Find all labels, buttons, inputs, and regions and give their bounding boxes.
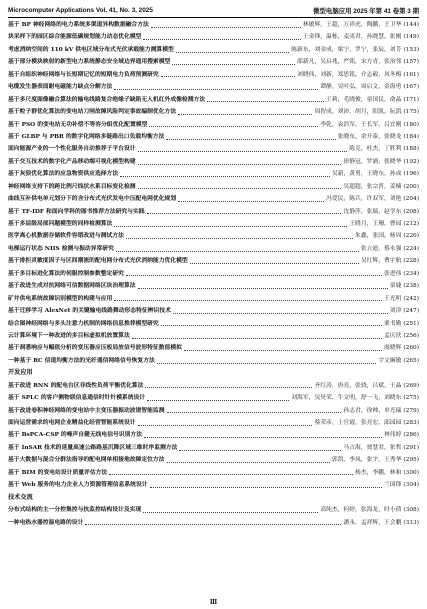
article-page-number: (295) [403, 457, 419, 464]
article-authors: 刘晓伟，刘新，郑思铭，介志毅，风冬梅 [297, 71, 402, 78]
article-title: 云计算环境下一种改进的多目标虚拟机放置算法 [8, 332, 130, 339]
dot-leader [173, 313, 388, 314]
article-authors: 陈竞，杜杰，丁胜利 [349, 146, 402, 153]
toc-entry[interactable] [8, 193, 419, 205]
dot-leader [176, 52, 289, 53]
dot-leader [138, 151, 348, 152]
dot-leader [116, 251, 359, 252]
article-title: 考虑消纳空间的 110 kV 供电区域分布式光伏承载能力测算模型 [8, 46, 174, 53]
section-heading: 开发应用 [8, 369, 33, 377]
toc-entry[interactable] [8, 355, 419, 367]
article-page-number: (204) [403, 196, 419, 203]
dot-leader [147, 213, 342, 214]
dot-leader [167, 412, 342, 413]
article-title: 结合图神经网络与多头注意力机制的网络信息推荐模型研究 [8, 320, 159, 327]
article-page-number: (196) [403, 171, 419, 178]
article-title: 基于改进生成对抗网络可信数据网络区块治理算法 [8, 283, 136, 290]
article-page-number: (260) [403, 345, 419, 352]
article-title: 曲线互补供电单元划分下的含分布式光伏发电中压配电网优化规划 [8, 196, 177, 203]
table-of-contents [8, 19, 419, 529]
article-title: 医学离心机数据存储软件容错改进与测试方法 [8, 233, 124, 240]
toc-entry[interactable] [8, 69, 419, 81]
article-page-number: (180) [403, 121, 419, 128]
article-title: 基于迁移学习 AlexNet 的关键输电线路舞动形态特征辨识技术 [8, 308, 171, 315]
article-title: 分布式结构的主一分控集控与抗监控结构设计及实现 [8, 507, 142, 514]
toc-entry[interactable] [8, 19, 419, 31]
dot-leader [145, 387, 312, 388]
article-authors: 张立迪，蔡永强 [360, 245, 402, 252]
article-page-number: (200) [403, 183, 419, 190]
article-authors: 郭凯，李凤，张宇，王秀华 [331, 457, 402, 464]
article-page-number: (275) [403, 395, 419, 402]
article-page-number: (228) [403, 258, 419, 265]
article-authors: 高纯杰，何婷，张海龙，时小倩 [320, 507, 402, 514]
dot-leader [161, 325, 382, 326]
article-authors: 冯爱民，陈兵，许双军，刘艳 [326, 196, 402, 203]
dot-leader [138, 188, 342, 189]
article-page-number: (175) [403, 109, 419, 116]
article-authors: 王晓月，王珊，曹园 [349, 221, 402, 227]
toc-entry[interactable] [8, 479, 419, 491]
article-title: 基于灰狼优化算法的应急物资供应选择方法 [8, 171, 119, 178]
section-heading: 技术交流 [8, 493, 33, 501]
article-authors: 栗书勤 [384, 320, 402, 327]
article-authors: 孙志君，徐帅，单光瑞 [343, 407, 402, 414]
article-authors: 张晓东，余开泰，张晓龙 [337, 133, 402, 140]
article-page-number: (220) [403, 233, 419, 240]
article-title: 基于改进卷积神经网络的变电站中主变压器振动波谱智能监测 [8, 407, 165, 414]
article-page-number: (291) [403, 444, 419, 451]
toc-entry[interactable] [8, 106, 419, 118]
article-title: 基于大数据与混合分群法指导的配电网单相接地故障定位方法 [8, 457, 165, 464]
dot-leader [178, 201, 324, 202]
article-page-number: (286) [403, 432, 419, 439]
article-authors: 邵新凡，吴启兆，严铭，宋方青，张治邻 [297, 59, 402, 66]
toc-entry[interactable] [8, 392, 419, 404]
toc-entry[interactable] [8, 243, 419, 255]
toc-entry[interactable] [8, 467, 419, 479]
article-page-number: (149) [403, 34, 419, 41]
article-authors: 吴红辉，曹宇航 [360, 258, 402, 265]
toc-entry[interactable] [8, 517, 419, 529]
article-authors: 吴超超，张宗普，姜楠 [343, 183, 402, 190]
article-page-number: (256) [403, 332, 419, 339]
toc-entry[interactable] [8, 168, 419, 180]
article-title: 电缆发生器表面耐电磁能力缺点分解方法 [8, 84, 113, 91]
article-title: 基于自组织神经网络与长短期记忆的短期电力负荷预测研究 [8, 71, 159, 78]
toc-entry[interactable] [8, 31, 419, 43]
toc-entry[interactable] [8, 454, 419, 466]
article-authors: 刘津 [389, 308, 402, 315]
article-title: 基于 TF-IDF 和面向学科的图书推荐方法研究与实践 [8, 208, 145, 215]
running-header [8, 4, 419, 16]
article-page-number: (283) [403, 420, 419, 426]
article-title: 面向运营需求的电网企业精益化经营智能系统设计 [8, 420, 136, 426]
article-title: 神经网络支持下的跨比例尺线状水系目标变化检测 [8, 183, 136, 190]
toc-entry[interactable] [8, 230, 419, 242]
article-authors: 朱鑫，张国，杨周 [355, 233, 402, 240]
article-page-number: (308) [403, 507, 419, 514]
article-authors: 宇文娴敏 [378, 357, 402, 364]
dot-leader [149, 126, 318, 127]
article-title: 基于多尺度图像融合算法的输电线路复合绝缘子缺陷无人机红外成像检测方法 [8, 96, 206, 103]
dot-leader [166, 139, 335, 140]
article-title: 基于 SPLC 的客户侧物联信息通信时针针模系统设计 [8, 395, 146, 402]
article-authors: 兰国锋 [384, 482, 402, 489]
article-title: 基于 BP 神经网络的电力系统多渠道异构数据融合方法 [8, 22, 149, 28]
dot-leader [143, 39, 301, 40]
article-authors: 沈静萍，张瑞，赵学东 [343, 208, 402, 215]
toc-entry[interactable] [8, 504, 419, 516]
toc-entry[interactable] [8, 94, 419, 106]
article-page-number: (265) [403, 357, 419, 364]
toc-entry[interactable] [8, 143, 419, 155]
article-title: 基于多层级局部问题模型的同样检测算法 [8, 221, 113, 227]
toc-entry[interactable] [8, 119, 419, 131]
article-title: 基于 GLBP 与 PBR 的数字化网络多链路出口负载均衡方法 [8, 133, 165, 140]
article-title: 基于部分模块映射的新型电力系统静态安全域边界通用搜索模型 [8, 59, 171, 66]
toc-entry[interactable] [8, 268, 419, 280]
article-title: 面向能源产业的一个性化服务自动推荐子平台设计 [8, 146, 136, 153]
article-authors: 齐红涛，唐亮，张骁，吕斌，王晶 [314, 382, 402, 389]
article-page-number: (251) [403, 320, 419, 327]
toc-entry[interactable] [8, 442, 419, 454]
toc-entry[interactable] [8, 293, 419, 305]
journal-header-chinese: 微型电脑应用 2025 年第 41 卷第 3 期 [313, 7, 419, 15]
article-page-number: (161) [403, 71, 419, 78]
toc-entry[interactable] [8, 429, 419, 441]
article-page-number: (144) [403, 22, 419, 28]
article-title: 基于 Web 服务的电力企业人力资源管理信息系统设计 [8, 482, 148, 489]
article-title: 基于 InSAR 技术的延量高速公路路基沉降区域三维时序监测方法 [8, 444, 178, 451]
article-authors: 潘永，孟祥辉，王会鹏 [343, 519, 402, 526]
dot-leader [138, 164, 342, 165]
dot-leader [157, 363, 376, 364]
article-page-number: (242) [403, 295, 419, 302]
toc-entry[interactable] [8, 81, 419, 93]
dot-leader [138, 425, 313, 426]
article-page-number: (269) [403, 382, 419, 389]
dot-leader [147, 400, 289, 401]
dot-leader [178, 114, 312, 115]
article-title: 基于洞悉响应与幅值分析的变压器应压板局放信号波形特征数值模拟 [8, 345, 182, 352]
header-rule [8, 17, 419, 18]
dot-leader [179, 450, 341, 451]
article-title: 基于多目标进化算法的伺服控制参数整定研究 [8, 270, 124, 277]
article-authors: 王光明 [384, 295, 402, 302]
dot-leader [109, 474, 353, 475]
toc-entry[interactable] [8, 305, 419, 317]
article-title: 一种基于 RC 信道均衡方法的光纤通信网络信号恢复方法 [8, 357, 155, 364]
dot-leader [138, 288, 388, 289]
dot-leader [85, 524, 341, 525]
article-authors: 林伟婷 [384, 432, 402, 439]
dot-leader [132, 338, 382, 339]
dot-leader [161, 76, 295, 77]
toc-entry[interactable] [8, 218, 419, 230]
toc-entry[interactable] [8, 280, 419, 292]
article-page-number: (313) [403, 519, 419, 526]
article-page-number: (238) [403, 283, 419, 290]
article-authors: 杨杰，李鹏，林和 [355, 469, 402, 476]
article-authors: 吴新，黄勇，王晓东，孙成 [331, 171, 402, 178]
toc-entry[interactable] [8, 255, 419, 267]
dot-leader [114, 89, 318, 90]
toc-entry[interactable] [8, 181, 419, 193]
dot-leader [126, 238, 353, 239]
article-page-number: (300) [403, 469, 419, 476]
dot-leader [143, 512, 318, 513]
toc-entry[interactable] [8, 206, 419, 218]
article-authors: 童婕 [389, 283, 402, 290]
article-authors: 周智成，刘沛，胡月，阳凯，阮凯 [314, 109, 402, 116]
article-title: 矿井供电系统故障识别模型的构建与应用 [8, 295, 113, 302]
article-page-number: (247) [403, 308, 419, 315]
article-authors: 王金锋，温栋，麦夷君，孙晓慧，张刚 [302, 34, 402, 41]
article-page-number: (184) [403, 133, 419, 140]
dot-leader [114, 226, 347, 227]
article-authors: 王莉，毛晓俊，童国民，俞晶 [326, 96, 402, 103]
article-authors: 李乾，袁浩军，王长军，吕宜刚 [320, 121, 402, 128]
article-authors: 刘海军，吴昊荣，牛文明，舒一飞，刘晓东 [291, 395, 402, 402]
article-title: 基于交互技术的数字化产品移动端可视化模型构建 [8, 158, 136, 165]
article-title: 基于 BIM 的变电站设计质量评估方法 [8, 469, 108, 476]
dot-leader [207, 101, 324, 102]
article-authors: 陈新东，刘金成，梁宁，罗宁，张辰，刘芳 [291, 46, 402, 53]
toc-entry[interactable] [8, 417, 419, 429]
article-authors: 蔡荣彦，上官霞，张亮宏，邱园园 [314, 420, 402, 426]
article-authors: 马占海，贾慧君，张哲 [343, 444, 402, 451]
toc-entry[interactable] [8, 405, 419, 417]
article-page-number: (304) [403, 482, 419, 489]
article-page-number: (167) [403, 84, 419, 91]
toc-entry[interactable] [8, 330, 419, 342]
article-title: 基于排拒灵敏度因子与区间潮流的配电网分布式光伏消纳能力优化模型 [8, 258, 188, 265]
toc-entry[interactable] [8, 318, 419, 330]
toc-entry[interactable] [8, 156, 419, 168]
toc-entry[interactable] [8, 342, 419, 354]
dot-leader [172, 64, 295, 65]
toc-entry[interactable] [8, 380, 419, 392]
dot-leader [150, 487, 382, 488]
dot-leader [126, 275, 382, 276]
article-authors: 张进伟 [384, 270, 402, 277]
dot-leader [190, 263, 359, 264]
article-title: 基于粒子群优化算法的变电站刀闸故障风险判定事故编制优化方法 [8, 109, 177, 116]
article-page-number: (171) [403, 96, 419, 103]
article-authors: 孟庆扶 [384, 332, 402, 339]
article-authors: 林敏辉，王超，万祥虎，陶鹏，王卫华 [302, 22, 402, 28]
article-authors: 徐静冠，罗浦，张晓华 [343, 158, 402, 165]
article-title: 基于改进 RNN 的配电台区非线性负荷平衡优化算法 [8, 382, 144, 389]
article-page-number: (192) [403, 158, 419, 165]
article-page-number: (157) [403, 59, 419, 66]
article-page-number: (153) [403, 46, 419, 53]
article-title: 基于 PSO 的变电站无功补偿不等容分组优化配置模型 [8, 121, 148, 128]
toc-entry[interactable] [8, 56, 419, 68]
toc-entry[interactable] [8, 44, 419, 56]
article-authors: 虞晓辉 [384, 345, 402, 352]
article-title: 块采样下的园区综合能源低碳规划能力动态优化模型 [8, 34, 142, 41]
dot-leader [167, 462, 330, 463]
page-number: Ⅲ [209, 599, 218, 606]
article-page-number: (279) [403, 407, 419, 414]
article-title: 电梯运行状态 NIIS 检测与振动异常研究 [8, 245, 114, 252]
article-page-number: (212) [403, 221, 419, 227]
article-title: 基于 BsPCA-CSP 的噪声自健无线电信号识别方法 [8, 432, 142, 439]
dot-leader [151, 27, 301, 28]
journal-header-english: Microcomputer Applications Vol. 41, No. 3, 2025 [8, 6, 153, 14]
article-authors: 谭静，吴叶弘，周启文，金海勇 [320, 84, 402, 91]
article-page-number: (234) [403, 270, 419, 277]
dot-leader [184, 350, 382, 351]
dot-leader [144, 437, 382, 438]
dot-leader [114, 300, 382, 301]
toc-entry[interactable] [8, 131, 419, 143]
article-page-number: (224) [403, 245, 419, 252]
article-page-number: (188) [403, 146, 419, 153]
article-page-number: (208) [403, 208, 419, 215]
dot-leader [120, 176, 330, 177]
article-title: 一种电热水器控温电路的设计 [8, 519, 84, 526]
